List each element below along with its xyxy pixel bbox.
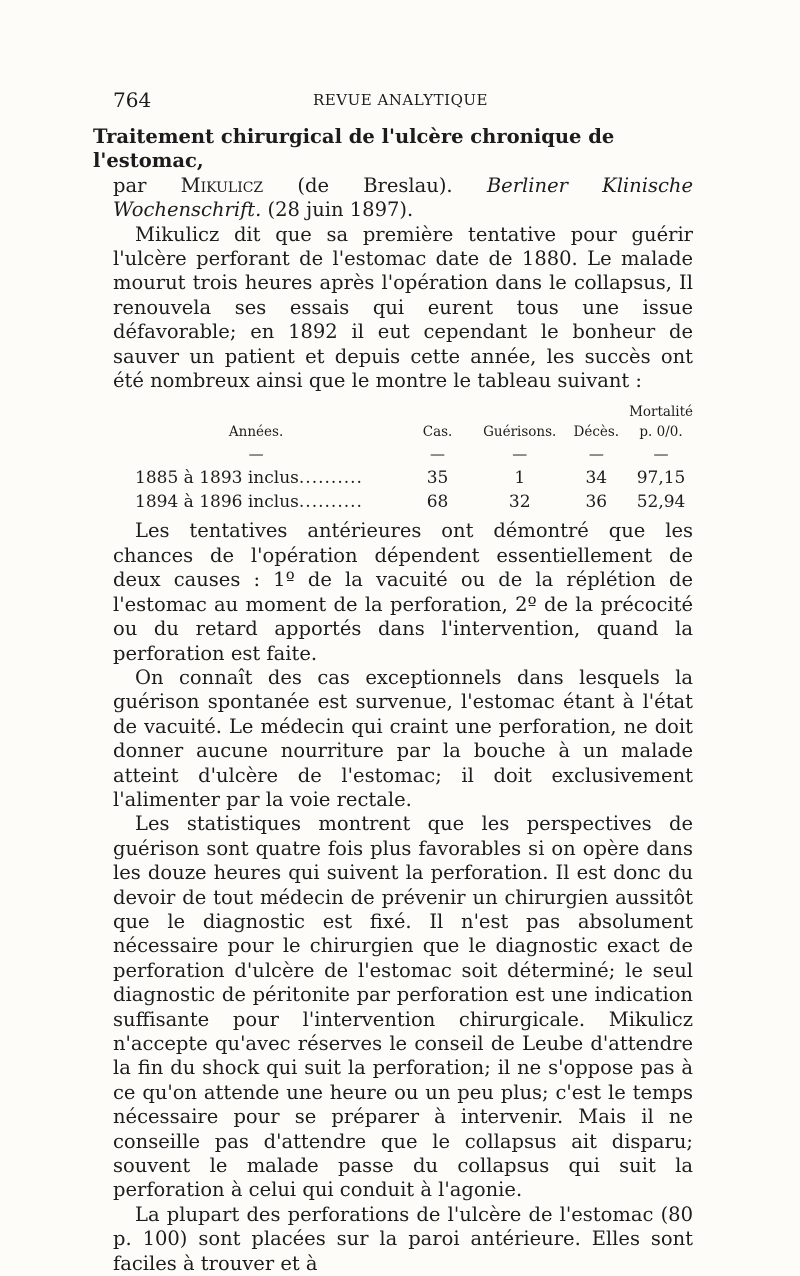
- paragraph-intro: Mikulicz dit que sa première tentative pour guérir l'ulcère perforant de l'estomac date de 1880. Le malade mourut trois heures après l'opération dans le collapsus, Il renouvela ses essais qui eurent tous une issue défavorable; en 1892 il eut cependant le bonheur de sauver un patient et depuis cette année, les succès ont été nombreux ainsi que le montre le tableau suivant :: [113, 222, 693, 393]
- paragraph-2: Les tentatives antérieures ont démontré que les chances de l'opération dépendent essentiellement de deux causes : 1º de la vacuité ou de la réplétion de l'estomac au moment de la perforation, 2º de la précocité ou du retard apportés dans l'intervention, quand la perforation est faite.: [113, 519, 693, 665]
- article-author: Mikulicz: [180, 173, 264, 197]
- paragraph-3: On connaît des cas exceptionnels dans lesquels la guérison spontanée est survenue, l'estomac étant à l'état de vacuité. Le médecin qui craint une perforation, ne doit donner aucune nourriture par la bouche à un malade atteint d'ulcère de l'estomac; il doit exclusivement l'alimenter par la voie rectale.: [113, 665, 693, 811]
- dash-cases: —: [430, 445, 446, 464]
- row-years: [113, 464, 399, 488]
- row-cures: 32: [508, 492, 531, 513]
- dash-mortality: —: [653, 445, 669, 464]
- paragraph-4: Les statistiques montrent que les perspectives de guérison sont quatre fois plus favorables si on opère dans les douze heures qui suivent la perforation. Il est donc du devoir de tout médecin de prévenir un chirurgien aussitôt que le diagnostic est fixé. Il n'est pas absolument nécessaire pour le chirurgien que le diagnostic exact de perforation d'ulcère de l'estomac soit déterminé; le seul diagnostic de péritonite par perforation est une indication suffisante pour l'intervention chirurgicale. Mikulicz n'accepte qu'avec réserves le conseil de Leube d'attendre la fin du shock qui suit la perforation; il ne s'oppose pas à ce qu'on attende une heure ou un peu plus; c'est le temps nécessaire pour se préparer à intervenir. Mais il ne conseille pas d'attendre que le collapsus ait disparu; souvent le malade passe du collapsus qui suit la perforation à celui qui conduit à l'agonie.: [113, 812, 693, 1202]
- row-cases: 68: [426, 492, 449, 513]
- col-header-mortality: [629, 402, 693, 442]
- row-years-text: 1885 à 1893 inclus: [135, 468, 299, 489]
- row-mortality: 97,15: [636, 468, 686, 489]
- row-deaths: 36: [585, 492, 608, 513]
- article-title: Traitement chirurgical de l'ulcère chronique de l'estomac,: [93, 125, 615, 173]
- article-heading: [93, 125, 693, 223]
- row-years-text: 1894 à 1896 inclus: [135, 492, 299, 513]
- dash-cures: —: [512, 445, 528, 464]
- table-row: [113, 488, 693, 512]
- row-cases: 35: [426, 468, 449, 489]
- row-cures: 1: [514, 468, 526, 489]
- row-years: [113, 488, 399, 512]
- col-header-cures: Guérisons.: [483, 424, 557, 441]
- col-header-mortality-top: Mortalité: [629, 404, 693, 421]
- article-location: (de Breslau).: [297, 173, 453, 197]
- article-date: (28 juin 1897).: [267, 198, 414, 222]
- table-dash-row: [113, 442, 693, 464]
- row-dots: ..........: [298, 492, 363, 513]
- row-mortality: 52,94: [636, 492, 686, 513]
- paragraph-5: La plupart des perforations de l'ulcère de l'estomac (80 p. 100) sont placées sur la paroi antérieure. Elles sont faciles à trouver et à: [113, 1202, 693, 1275]
- table-header-row: [113, 402, 693, 442]
- page-header: [113, 88, 688, 114]
- col-header-mortality-bottom: p. 0/0.: [639, 424, 683, 441]
- table-row: [113, 464, 693, 488]
- article-journal: Berliner Klinische Wochenschrift.: [113, 173, 693, 222]
- body-text: [93, 125, 693, 1276]
- page-number: 764: [113, 88, 152, 112]
- dash-deaths: —: [588, 445, 604, 464]
- statistics-table: [113, 402, 693, 512]
- article-by: par: [113, 173, 147, 197]
- row-dots: ..........: [298, 468, 363, 489]
- running-title: REVUE ANALYTIQUE: [313, 91, 488, 109]
- col-header-years: Années.: [228, 424, 284, 441]
- col-header-cases: Cas.: [422, 424, 453, 441]
- col-header-deaths: Décès.: [573, 424, 620, 441]
- dash-years: —: [248, 445, 264, 464]
- row-deaths: 34: [585, 468, 608, 489]
